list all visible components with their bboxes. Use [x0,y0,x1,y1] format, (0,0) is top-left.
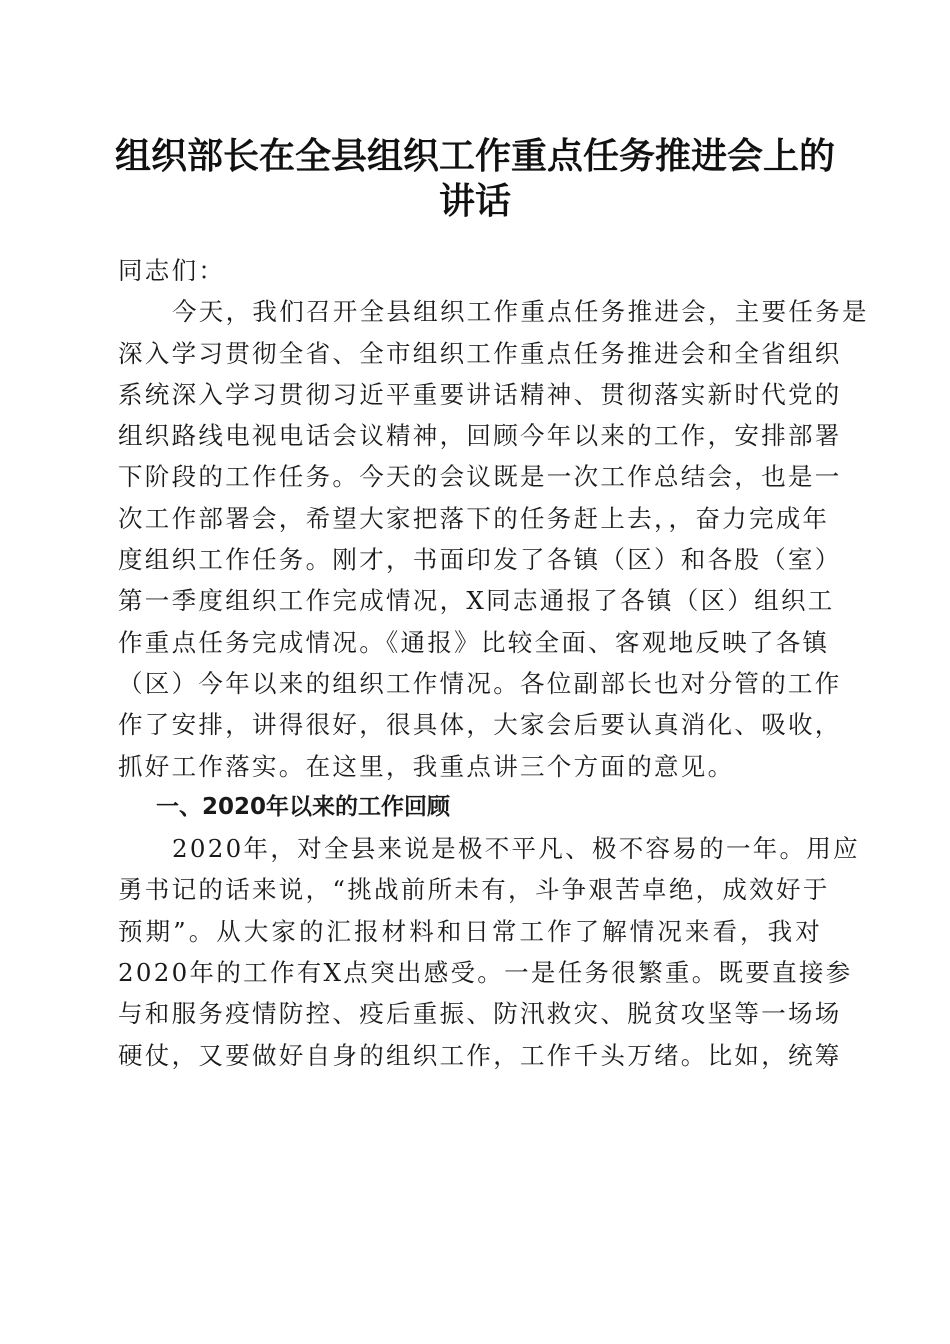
title-line-1: 组织部长在全县组织工作重点任务推进会上的 [114,135,835,177]
paragraph-line: 2020年，对全县来说是极不平凡、极不容易的一年。用应 [172,834,860,864]
paragraph-line: 抓好工作落实。在这里，我重点讲三个方面的意见。 [118,751,735,781]
document-body [118,250,869,1076]
document-title [100,134,850,224]
paragraph-line: 硬仗，又要做好自身的组织工作，工作千头万绪。比如，统筹 [118,1040,842,1070]
paragraph-line: 第一季度组织工作完成情况，X同志通报了各镇（区）组织工 [118,586,835,616]
paragraph-line: 今天，我们召开全县组织工作重点任务推进会，主要任务是 [172,297,869,327]
paragraph-line: 度组织工作任务。刚才，书面印发了各镇（区）和各股（室） [118,545,842,575]
paragraph-line: （区）今年以来的组织工作情况。各位副部长也对分管的工作 [118,668,842,698]
section-heading: 一、2020年以来的工作回顾 [156,793,451,820]
paragraph-1 [118,291,869,787]
paragraph-line: 深入学习贯彻全省、全市组织工作重点任务推进会和全省组织 [118,338,842,368]
paragraph-line: 作重点任务完成情况。《通报》比较全面、客观地反映了各镇 [118,627,830,657]
paragraph-line: 次工作部署会，希望大家把落下的任务赶上去，，奋力完成年 [118,503,830,533]
paragraph-line: 系统深入学习贯彻习近平重要讲话精神、贯彻落实新时代党的 [118,379,842,409]
paragraph-line: 预期”。从大家的汇报材料和日常工作了解情况来看，我对 [118,916,822,946]
paragraph-line: 组织路线电视电话会议精神，回顾今年以来的工作，安排部署 [118,421,842,451]
salutation: 同志们： [118,256,226,285]
paragraph-line: 作了安排，讲得很好，很具体，大家会后要认真消化、吸收， [118,710,842,740]
paragraph-2 [118,828,860,1076]
paragraph-line: 2020年的工作有X点突出感受。一是任务很繁重。既要直接参 [118,958,853,988]
paragraph-line: 与和服务疫情防控、疫后重振、防汛救灾、脱贫攻坚等一场场 [118,999,842,1029]
title-line-2: 讲话 [438,180,511,222]
paragraph-line: 勇书记的话来说，“挑战前所未有，斗争艰苦卓绝，成效好于 [118,875,830,905]
paragraph-line: 下阶段的工作任务。今天的会议既是一次工作总结会，也是一 [118,462,842,492]
